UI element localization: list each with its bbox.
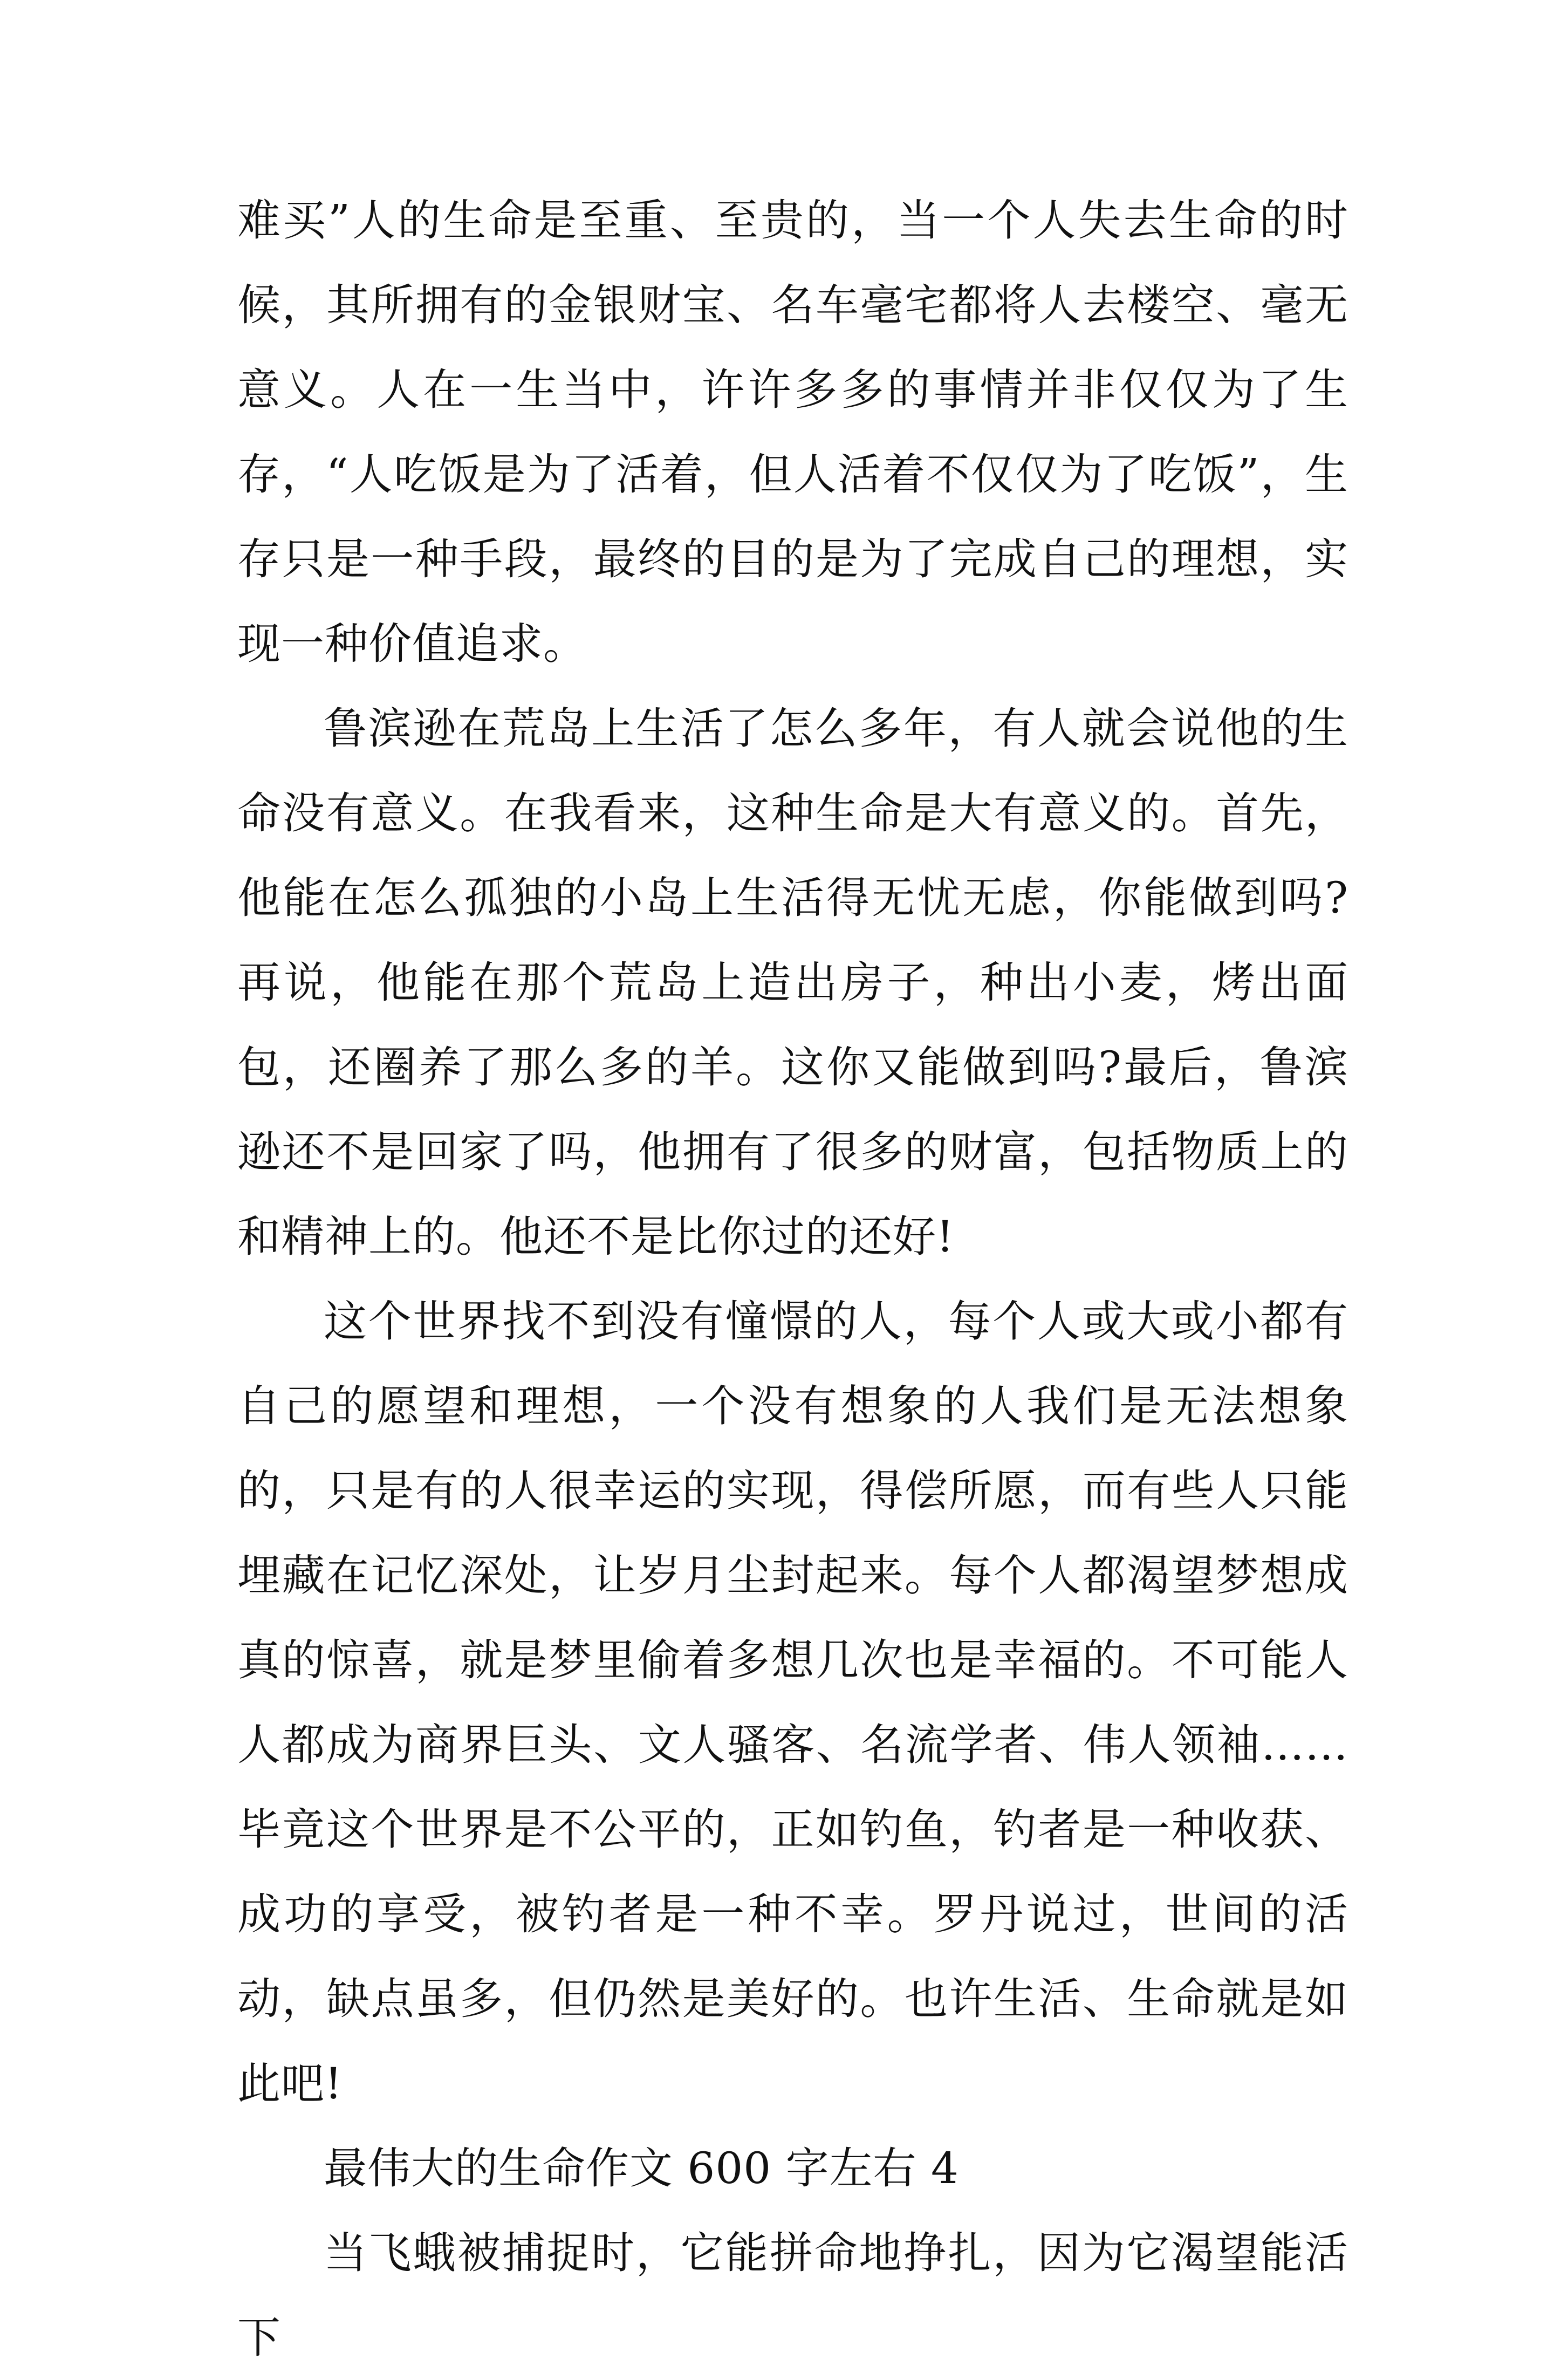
paragraph-dreams: 这个世界找不到没有憧憬的人，每个人或大或小都有自己的愿望和理想，一个没有想象的人我们是无法想象的，只是有的人很幸运的实现，得偿所愿，而有些人只能埋藏在记忆深处，让岁月尘封起来。每个人都渴望梦想成真的惊喜，就是梦里偷着多想几次也是幸福的。不可能人人都成为商界巨头、文人骚客、名流学者、伟人领袖……毕竟这个世界是不公平的，正如钓鱼，钓者是一种收获、成功的享受，被钓者是一种不幸。罗丹说过，世间的活动，缺点虽多，但仍然是美好的。也许生活、生命就是如此吧! <box>237 1296 1348 2109</box>
paragraph-robinson: 鲁滨逊在荒岛上生活了怎么多年，有人就会说他的生命没有意义。在我看来，这种生命是大有意义的。首先，他能在怎么孤独的小岛上生活得无忧无虑，你能做到吗?再说，他能在那个荒岛上造出房子，种出小麦，烤出面包，还圈养了那么多的羊。这你又能做到吗?最后，鲁滨逊还不是回家了吗，他拥有了很多的财富，包括物质上的和精神上的。他还不是比你过的还好! <box>237 703 1348 1262</box>
section-heading: 最伟大的生命作文 600 字左右 4 <box>324 2143 959 2193</box>
paragraph-moth: 当飞蛾被捕捉时，它能拼命地挣扎，因为它渴望能活下 <box>237 2228 1348 2363</box>
document-body <box>237 178 1348 2380</box>
paragraph-continuation: 难买”人的生命是至重、至贵的，当一个人失去生命的时候，其所拥有的金银财宝、名车毫宅都将人去楼空、毫无意义。人在一生当中，许许多多的事情并非仅仅为了生存，“人吃饭是为了活着，但人活着不仅仅为了吃饭”，生存只是一种手段，最终的目的是为了完成自己的理想，实现一种价值追求。 <box>237 195 1348 669</box>
